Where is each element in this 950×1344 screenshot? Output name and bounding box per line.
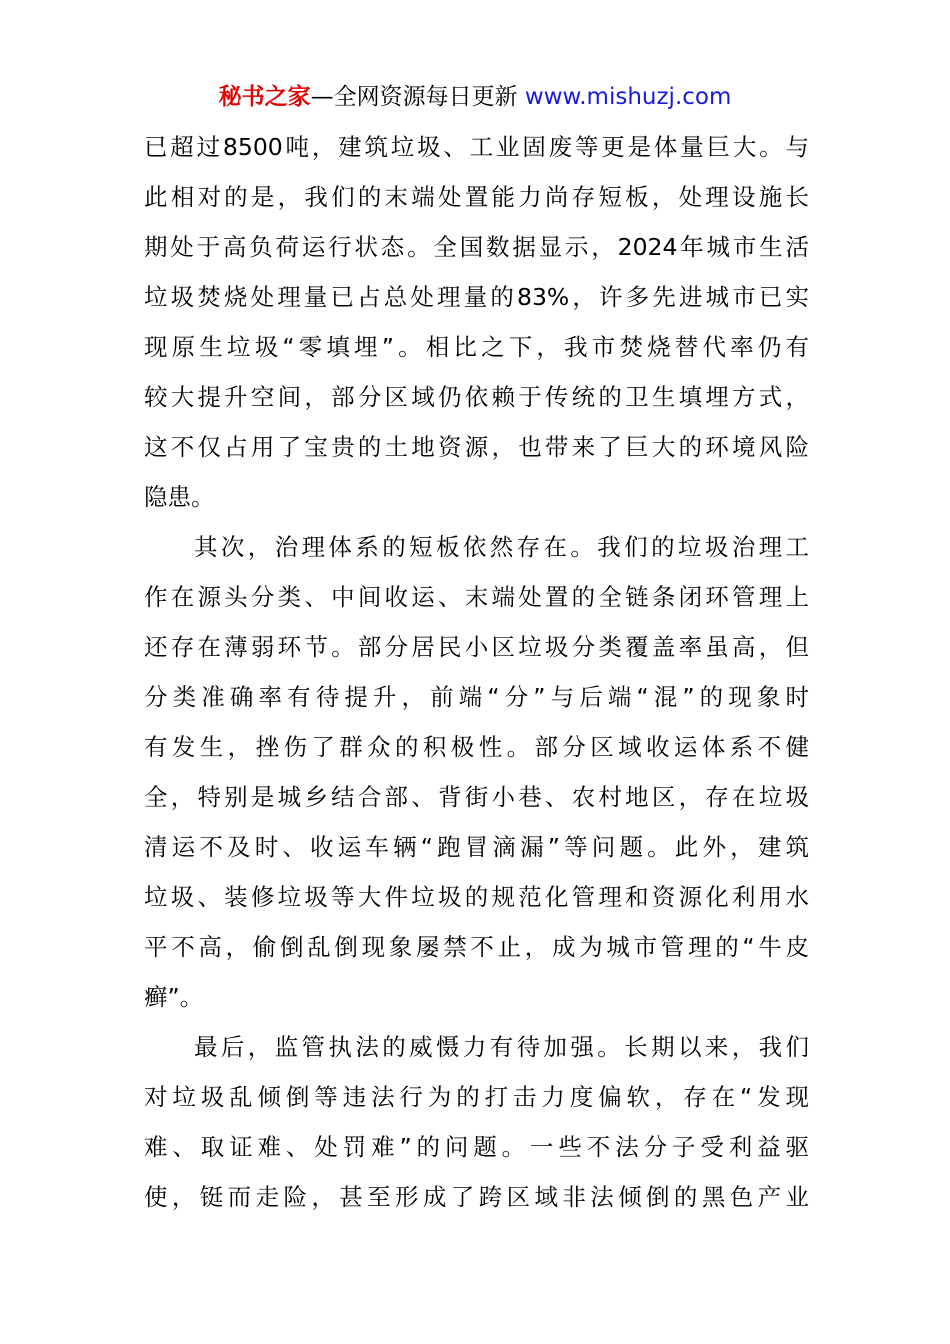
- text-line: 分类准确率有待提升，前端“分”与后端“混”的现象时: [144, 683, 809, 711]
- paragraph-start-line: 最后，监管执法的威慑力有待加强。长期以来，我们: [194, 1033, 809, 1061]
- text-line: 清运不及时、收运车辆“跑冒滴漏”等问题。此外，建筑: [144, 833, 809, 861]
- text-line: 较大提升空间，部分区域仍依赖于传统的卫生填埋方式，: [144, 383, 809, 411]
- site-url-link[interactable]: www.mishuzj.com: [524, 84, 732, 110]
- text-line: 现原生垃圾“零填埋”。相比之下，我市焚烧替代率仍有: [144, 333, 809, 361]
- text-line: 垃圾焚烧处理量已占总处理量的83%，许多先进城市已实: [144, 283, 809, 311]
- brand-name: 秘书之家: [218, 84, 311, 110]
- text-line: 垃圾、装修垃圾等大件垃圾的规范化管理和资源化利用水: [144, 883, 809, 911]
- text-line: 已超过8500吨，建筑垃圾、工业固废等更是体量巨大。与: [144, 133, 809, 161]
- text-line: 全，特别是城乡结合部、背街小巷、农村地区，存在垃圾: [144, 783, 809, 811]
- text-line: 对垃圾乱倾倒等违法行为的打击力度偏软，存在“发现: [144, 1083, 809, 1111]
- header-tagline: —全网资源每日更新: [310, 84, 518, 110]
- paragraph-start-line: 其次，治理体系的短板依然存在。我们的垃圾治理工: [194, 533, 809, 561]
- text-line: 此相对的是，我们的末端处置能力尚存短板，处理设施长: [144, 183, 809, 211]
- text-line: 有发生，挫伤了群众的积极性。部分区域收运体系不健: [144, 733, 809, 761]
- text-line: 期处于高负荷运行状态。全国数据显示，2024年城市生活: [144, 233, 809, 261]
- page-header: [0, 82, 950, 112]
- text-line: 难、取证难、处罚难”的问题。一些不法分子受利益驱: [144, 1133, 809, 1161]
- text-line: 这不仅占用了宝贵的土地资源，也带来了巨大的环境风险: [144, 433, 809, 461]
- text-line: 癣”。: [144, 983, 204, 1011]
- text-line: 隐患。: [144, 483, 215, 511]
- document-body: [144, 122, 809, 1222]
- text-line: 使，铤而走险，甚至形成了跨区域非法倾倒的黑色产业: [144, 1183, 809, 1211]
- text-line: 平不高，偷倒乱倒现象屡禁不止，成为城市管理的“牛皮: [144, 933, 809, 961]
- text-line: 作在源头分类、中间收运、末端处置的全链条闭环管理上: [144, 583, 809, 611]
- text-line: 还存在薄弱环节。部分居民小区垃圾分类覆盖率虽高，但: [144, 633, 809, 661]
